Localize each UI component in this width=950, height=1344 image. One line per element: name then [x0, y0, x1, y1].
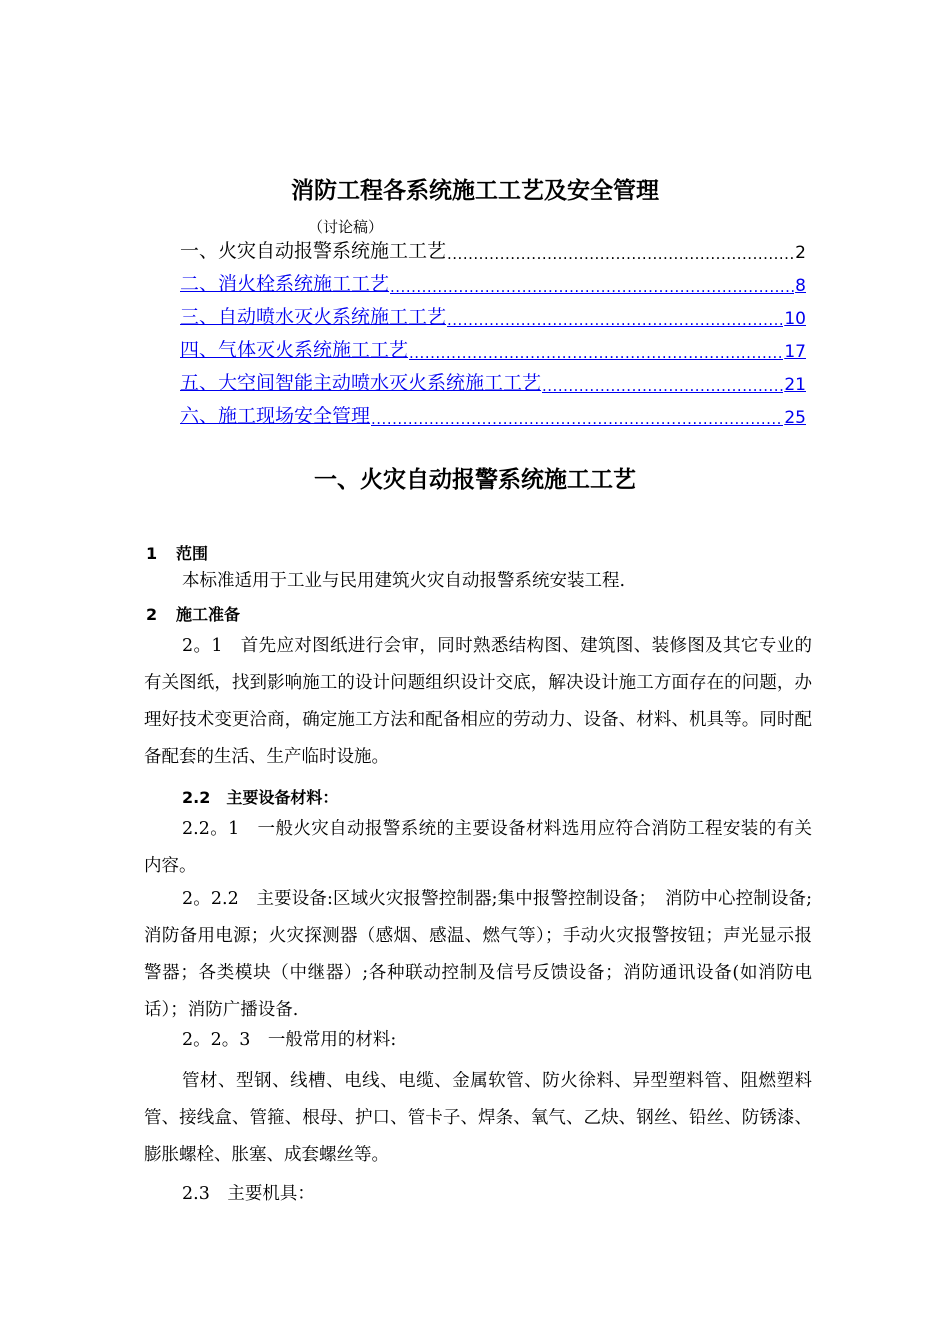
toc-entry-page: 2 — [795, 243, 806, 263]
toc-entry-5[interactable] — [180, 369, 806, 395]
heading-text: 施工准备 — [176, 605, 241, 624]
heading-preparation — [146, 602, 240, 625]
toc-leader-dots — [447, 245, 794, 263]
paragraph-2-1: 2。1 首先应对图纸进行会审，同时熟悉结构图、建筑图、装修图及其它专业的有关图纸，找到影响施工的设计问题组织设计交底，解决设计施工方面存在的问题，办理好技术变更洽商，确定施工方法和配备相应的劳动力、设备、材料、机具等。同时配备配套的生活、生产临时设施。 — [144, 636, 812, 767]
document-subtitle: （讨论稿） — [308, 218, 384, 236]
toc-entry-page: 17 — [784, 342, 806, 362]
paragraph-2-2-1: 2.2。1 一般火灾自动报警系统的主要设备材料选用应符合消防工程安装的有关内容。 — [144, 819, 812, 876]
heading-number: 2 — [146, 605, 158, 624]
toc-entry-page: 8 — [795, 276, 806, 296]
toc-entry-label: 六、施工现场安全管理 — [180, 405, 371, 427]
toc-leader-dots — [409, 344, 783, 362]
toc-entry-label: 一、火灾自动报警系统施工工艺 — [180, 240, 447, 262]
toc-leader-dots — [371, 410, 783, 428]
toc-leader-dots — [542, 377, 783, 395]
heading-number: 1 — [146, 544, 158, 563]
toc-entry-2[interactable] — [180, 270, 806, 296]
toc-entry-page: 10 — [784, 309, 806, 329]
toc-entry-label: 五、大空间智能主动喷水灭火系统施工工艺 — [180, 372, 542, 394]
toc-entry-1[interactable] — [180, 237, 806, 263]
heading-text: 范围 — [176, 544, 209, 563]
toc-leader-dots — [447, 311, 783, 329]
toc-entry-label: 二、消火栓系统施工工艺 — [180, 273, 390, 295]
toc-entry-6[interactable] — [180, 402, 806, 428]
document-title: 消防工程各系统施工工艺及安全管理 — [291, 178, 659, 204]
toc-entry-4[interactable] — [180, 336, 806, 362]
toc-entry-3[interactable] — [180, 303, 806, 329]
heading-scope — [146, 541, 208, 564]
heading-2-3: 2.3 主要机具： — [182, 1184, 315, 1204]
toc-entry-page: 25 — [784, 408, 806, 428]
section-title: 一、火灾自动报警系统施工工艺 — [314, 467, 636, 493]
toc-entry-label: 四、气体灭火系统施工工艺 — [180, 339, 409, 361]
paragraph-2-2-3: 2。2。3 一般常用的材料: — [182, 1030, 397, 1050]
paragraph-2-2-2: 2。2.2 主要设备:区域火灾报警控制器;集中报警控制设备； 消防中心控制设备;消防备用电源；火灾探测器（感烟、感温、燃气等）；手动火灾报警按钮；声光显示报警器；各类模块（中继器）;各种联动控制及信号反馈设备；消防通讯设备(如消防电话）；消防广播设备. — [144, 889, 812, 1020]
heading-2-2: 2.2 主要设备材料： — [182, 788, 339, 807]
toc-entry-label: 三、自动喷水灭火系统施工工艺 — [180, 306, 447, 328]
scope-paragraph: 本标准适用于工业与民用建筑火灾自动报警系统安装工程. — [182, 571, 626, 591]
toc-entry-page: 21 — [784, 375, 806, 395]
paragraph-materials: 管材、型钢、线槽、电线、电缆、金属软管、防火徐料、异型塑料管、阻燃塑料管、接线盒、管箍、根母、护口、管卡子、焊条、氧气、乙炔、钢丝、铅丝、防锈漆、膨胀螺栓、胀塞、成套螺丝等。 — [144, 1071, 812, 1165]
toc-leader-dots — [390, 278, 794, 296]
